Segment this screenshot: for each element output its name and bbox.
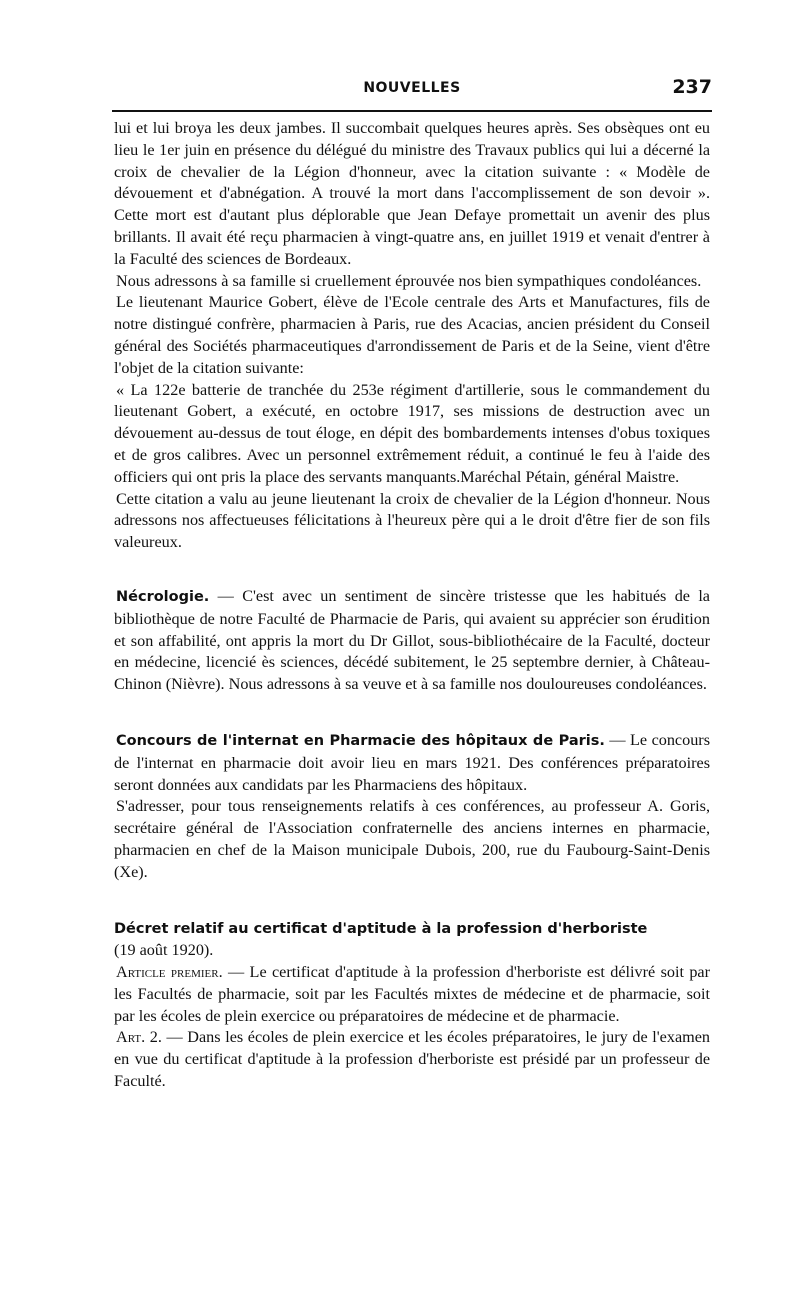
- paragraph-gobert-intro: Le lieutenant Maurice Gobert, élève de l'Ecole centrale des Arts et Manufactures, fils de notre distingué confrère, pharmacien à Paris, rue des Acacias, ancien président du Conseil général des Sociétés pharmaceutiques d'arrondissement de Paris et de la Seine, vient d'être l'objet de la citation suivante:: [114, 293, 710, 377]
- paragraph-defaye-obituary: lui et lui broya les deux jambes. Il succombait quelques heures après. Ses obsèques ont eu lieu le 1er juin en présence du délégué du ministre des Travaux publics qui lui a décerné la croix de chevalier de la Légion d'honneur, avec la citation suivante : « Modèle de dévouement et d'abnégation. A trouvé la mort dans l'accomplissement de son devoir ». Cette mort est d'autant plus déplorable que Jean Defaye promettait un avenir des plus brillants. Il avait été reçu pharmacien à vingt-quatre ans, en juillet 1919 et venait d'entrer à la Faculté des sciences de Bordeaux.: [114, 119, 710, 268]
- paragraph-condolences: Nous adressons à sa famille si cruellement éprouvée nos bien sympathiques condoléances.: [116, 271, 702, 290]
- decret-date: (19 août 1920).: [114, 941, 214, 960]
- running-head: NOUVELLES: [363, 80, 461, 96]
- decret-heading: Décret relatif au certificat d'aptitude à la profession d'herboriste: [114, 920, 648, 937]
- paragraph-citation: [114, 380, 710, 489]
- article-1-label: Article premier.: [116, 963, 223, 982]
- paragraph-congratulations: Cette citation a valu au jeune lieutenant la croix de chevalier de la Légion d'honneur. Nous adressons nos affectueuses félicitations à l'heureux père qui a le droit d'être fier de son fils valeureux.: [114, 489, 710, 552]
- necrologie-heading: Nécrologie.: [116, 588, 210, 605]
- paragraph-concours-contact: S'adresser, pour tous renseignements relatifs à ces conférences, au professeur A. Goris, secrétaire général de l'Association confraternelle des anciens internes en pharmacie, pharmacien en chef de la Maison municipale Dubois, 200, rue du Faubourg-Saint-Denis (Xe).: [114, 797, 710, 881]
- citation-signature: Maréchal Pétain, général Maistre.: [460, 467, 680, 486]
- page-number: 237: [672, 76, 712, 98]
- section-decret: [114, 918, 710, 963]
- article-2-label: Art. 2.: [116, 1028, 162, 1047]
- citation-text: « La 122e batterie de tranchée du 253e régiment d'artillerie, sous le commandement du lieutenant Gobert, a exécuté, en octobre 1917, ses missions de destruction avec un dévouement au-dessus de tout éloge, en dépit des bombardements intenses d'obus toxiques et de gros calibres. Avec un personnel extrêmement réduit, a continué le feu à l'aide des officiers qui ont pris la place des servants manquants.: [114, 380, 710, 486]
- paragraph-article-2: [114, 1027, 710, 1092]
- article-1-text: — Le certificat d'aptitude à la profession d'herboriste est délivré soit par les Facultés de pharmacie, soit par les Facultés mixtes de médecine et de pharmacie, soit par les écoles de plein exercice ou préparatoires de médecine et de pharmacie.: [114, 963, 710, 1025]
- concours-heading: Concours de l'internat en Pharmacie des hôpitaux de Paris.: [116, 732, 605, 749]
- concours-text: — Le concours de l'internat en pharmacie doit avoir lieu en mars 1921. Des conférences préparatoires seront données aux candidats par les Pharmaciens des hôpitaux.: [114, 730, 710, 794]
- paragraph-article-1: [114, 962, 710, 1027]
- page-header: [112, 74, 712, 104]
- necrologie-text: — C'est avec un sentiment de sincère tristesse que les habitués de la bibliothèque de notre Faculté de Pharmacie de Paris, qui avaient su apprécier son érudition et son affabilité, ont appris la mort du Dr Gillot, sous-bibliothécaire de la Faculté, docteur en médecine, licencié ès sciences, décédé subitement, le 25 septembre dernier, à Château-Chinon (Nièvre). Nous adressons à sa veuve et à sa famille nos douloureuses condoléances.: [114, 586, 710, 694]
- page-body: [114, 118, 710, 1093]
- article-2-text: — Dans les écoles de plein exercice et les écoles préparatoires, le jury de l'examen en vue du certificat d'aptitude à la profession d'herboriste est présidé par un professeur de Faculté.: [114, 1028, 710, 1091]
- section-necrologie: [114, 586, 710, 696]
- header-rule: [112, 110, 712, 112]
- section-concours: [114, 730, 710, 796]
